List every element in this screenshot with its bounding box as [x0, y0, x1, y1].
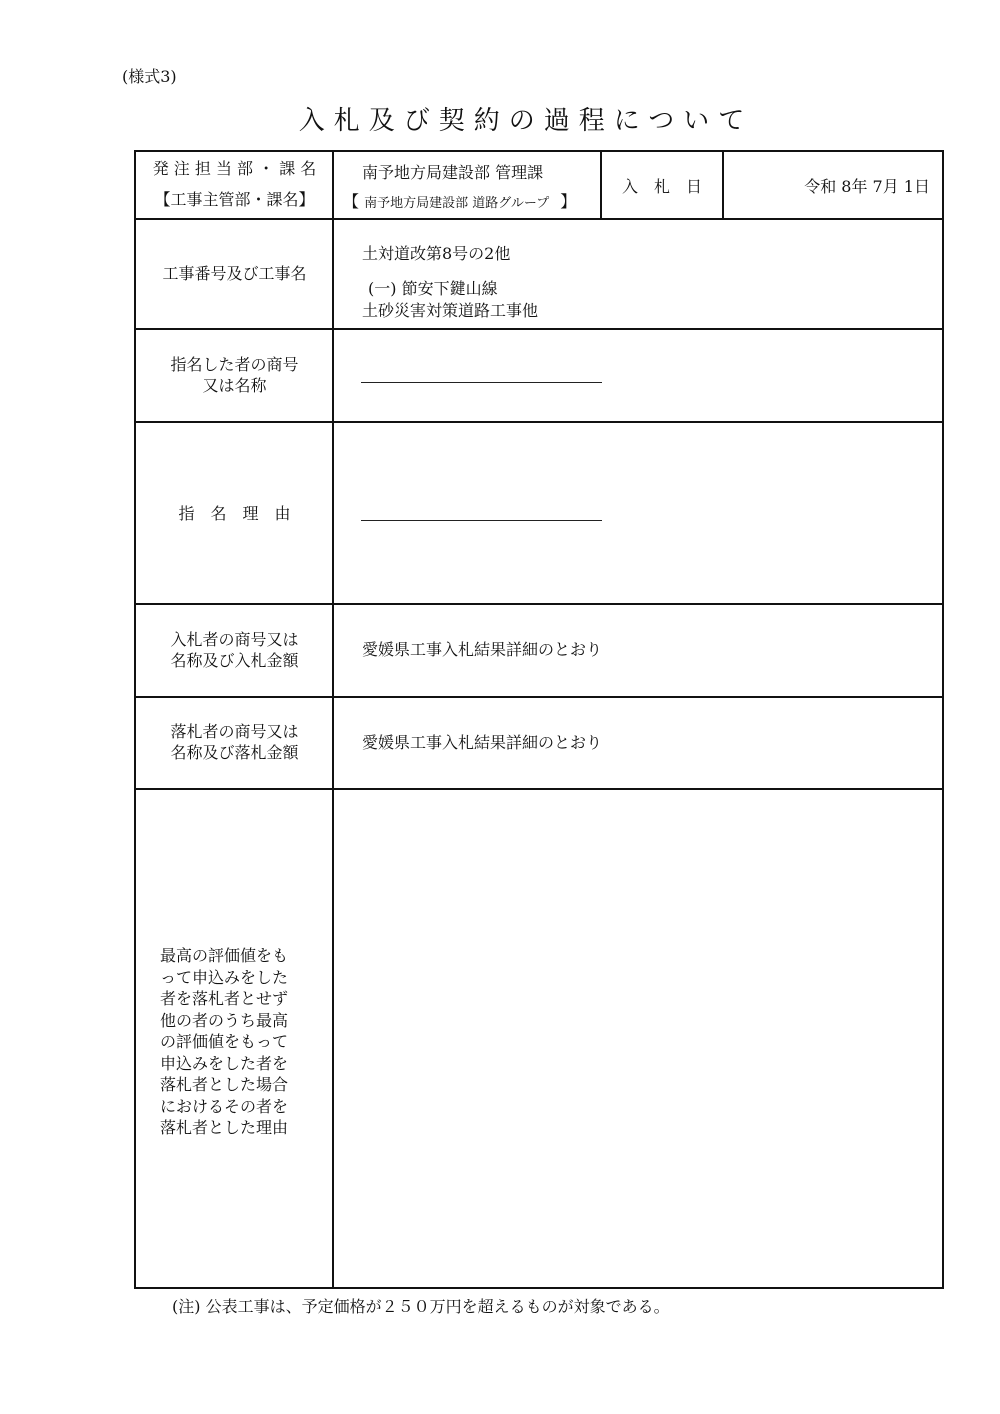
project-label: 工事番号及び工事名 [162, 264, 307, 283]
managing-dept-label: 【工事主管部・課名】 [154, 190, 315, 209]
row-divider [134, 696, 944, 698]
project-number: 土対道改第8号の2他 [362, 244, 511, 263]
exception-reason-label [160, 945, 288, 1139]
exception-label-line: 他の者のうち最高 [160, 1010, 289, 1030]
bracket-close: 】 [560, 192, 577, 211]
winner-label-line-1: 落札者の商号又は [170, 722, 299, 741]
project-name-line-1: (一) 節安下鍵山線 [368, 279, 498, 298]
bidders-value: 愛媛県工事入札結果詳細のとおり [362, 640, 603, 659]
row-divider [134, 328, 944, 330]
exception-label-line: の評価値をもって [160, 1032, 289, 1051]
dept-label: 発 注 担 当 部 ・ 課 名 [152, 159, 317, 178]
exception-label-line: って申込みをした [160, 967, 289, 987]
exception-label-line: 最高の評価値をも [160, 946, 289, 965]
row-divider [134, 421, 944, 423]
exception-label-line: におけるその者を [160, 1096, 289, 1116]
footnote: (注) 公表工事は、予定価格が２５０万円を超えるものが対象である。 [172, 1297, 670, 1316]
bracket-open: 【 [343, 192, 360, 211]
bid-date-label: 入 札 日 [621, 177, 702, 196]
nominee-label-line-1: 指名した者の商号 [170, 355, 299, 374]
project-name-line-2: 土砂災害対策道路工事他 [362, 301, 539, 320]
reason-blank-line [361, 520, 602, 521]
nominee-blank-line [361, 382, 602, 383]
managing-dept-name: 南予地方局建設部 道路グループ [364, 196, 550, 211]
exception-label-line: 者を落札者とせず [160, 989, 289, 1008]
column-divider [332, 150, 334, 1289]
page-title: 入札及び契約の過程について [298, 106, 754, 136]
row-divider [134, 788, 944, 790]
nominee-label-line-2: 又は名称 [202, 376, 267, 395]
row-divider [134, 603, 944, 605]
bidders-label-line-2: 名称及び入札金額 [170, 651, 299, 670]
bid-date-value: 令和 8年 7月 1日 [804, 177, 930, 196]
exception-label-line: 落札者とした場合 [160, 1075, 289, 1094]
bidders-label-line-1: 入札者の商号又は [170, 630, 299, 649]
nomination-reason-label: 指 名 理 由 [178, 504, 291, 523]
managing-dept-value [343, 189, 576, 212]
form-code: (様式3) [122, 67, 177, 86]
row-divider [134, 218, 944, 220]
exception-label-line: 落札者とした理由 [160, 1118, 289, 1137]
winner-value: 愛媛県工事入札結果詳細のとおり [362, 733, 603, 752]
winner-label-line-2: 名称及び落札金額 [170, 743, 299, 762]
exception-label-line: 申込みをした者を [160, 1053, 289, 1073]
dept-value: 南予地方局建設部 管理課 [362, 163, 544, 182]
